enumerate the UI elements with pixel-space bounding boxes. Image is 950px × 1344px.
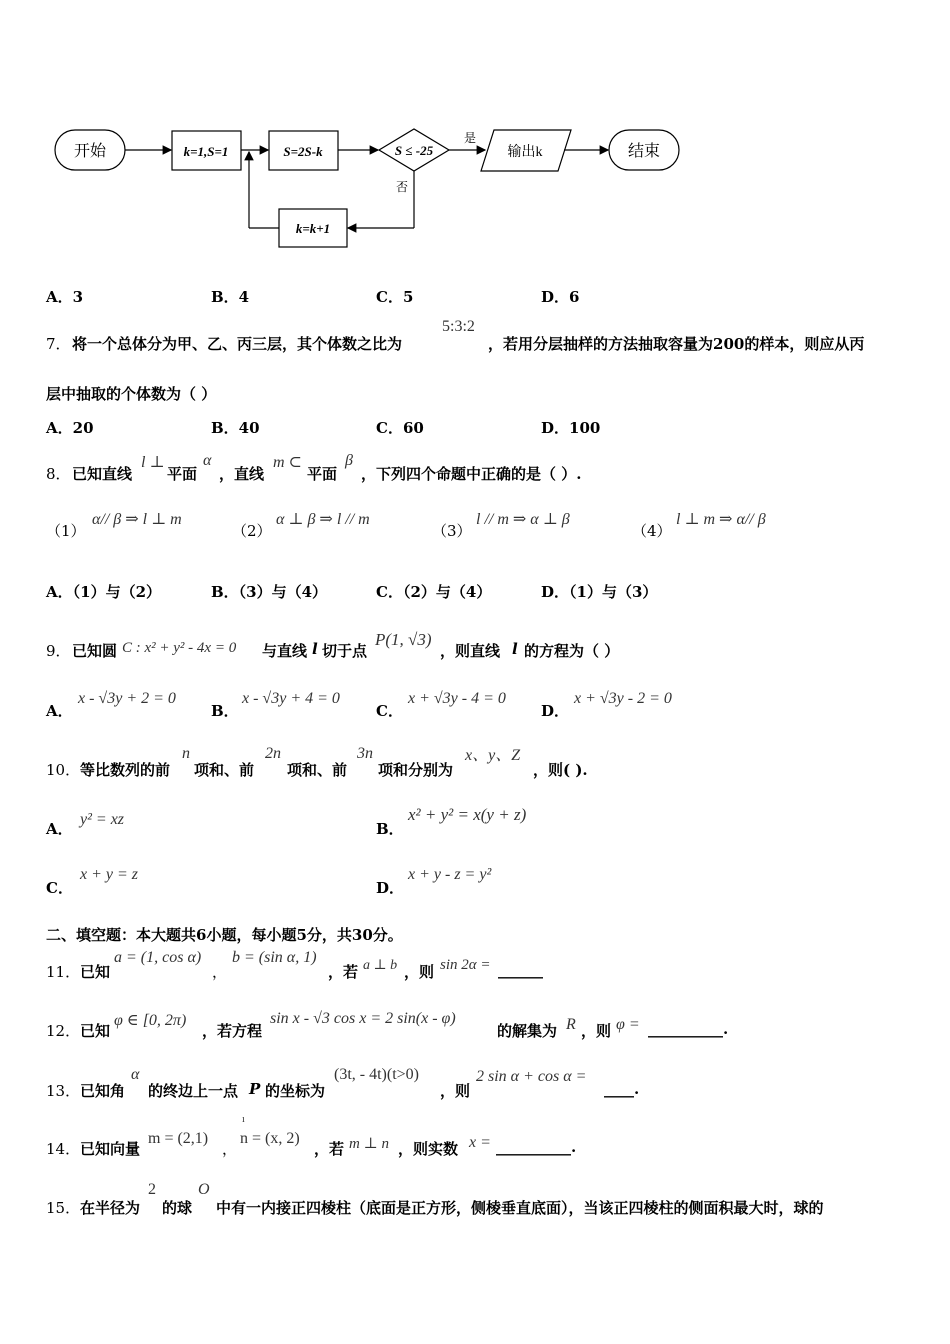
q10-t3: 项和、前 [287, 761, 348, 779]
condition-label: S ≤ -25 [394, 143, 434, 158]
q13-coord: (3t, - 4t)(t>0) [334, 1066, 419, 1083]
q13-t1: 已知角 [80, 1082, 126, 1100]
q14-perp: m ⊥ n [349, 1136, 389, 1152]
q8-option-c: C．（2）与（4） [376, 583, 492, 601]
q13-t3: 的坐标为 [265, 1082, 326, 1100]
q12-t2: ，若方程 [202, 1022, 263, 1040]
q10-t2: 项和、前 [194, 761, 255, 779]
q7-text-a: 将一个总体分为甲、乙、丙三层，其个体数之比为 [72, 335, 403, 353]
q11-blank[interactable]: ______ [498, 961, 543, 979]
q6-option-c: C．5 [376, 288, 414, 306]
q9-t3: 切于点 [322, 642, 368, 660]
q7-text-b: ，若用分层抽样的方法抽取容量为200的样本，则应从丙 [488, 335, 865, 353]
q13-blank[interactable]: ____. [604, 1080, 640, 1098]
q14-x: x = [469, 1134, 491, 1151]
q10-option-b-expr: x² + y² = x(y + z) [408, 805, 527, 824]
q13-P: P [249, 1080, 261, 1098]
q8-t5: ，下列四个命题中正确的是（ ）. [361, 465, 582, 483]
q14-n: n = (x, 2) [240, 1130, 300, 1147]
q9-option-a-expr: x - √3y + 2 = 0 [78, 690, 176, 707]
q11-a: a = (1, cos α) [114, 949, 202, 966]
flowchart [0, 115, 950, 255]
q14-m: m = (2,1) [148, 1130, 209, 1147]
q9-option-d-letter: D． [541, 702, 570, 720]
q11-comma: ， [212, 963, 228, 981]
section2-title: 二、填空题：本大题共6小题，每小题5分，共30分。 [46, 926, 403, 944]
q13-t4: ，则 [440, 1082, 471, 1100]
q10-option-a-letter: A． [46, 820, 73, 838]
q8-m4: β [345, 452, 353, 469]
q12-number: 12． [46, 1022, 81, 1040]
q8-t2: 平面 [167, 465, 198, 483]
q13-t2: 的终边上一点 [148, 1082, 239, 1100]
q9-t4: ，则直线 [440, 642, 501, 660]
q8-m3: m ⊂ [273, 454, 302, 471]
q12-phi-eq: φ = [616, 1016, 640, 1033]
q8-option-d: D．（1）与（3） [541, 583, 658, 601]
q12-t3: 的解集为 [497, 1022, 558, 1040]
q11-t1: 已知 [80, 963, 111, 981]
q8-prop2-label: （2） [232, 522, 272, 540]
q13-number: 13． [46, 1082, 81, 1100]
q15-t1: 在半径为 [80, 1199, 141, 1217]
q12-blank[interactable]: __________. [648, 1020, 729, 1038]
yes-label: 是 [463, 131, 477, 145]
q11-t2: ，若 [328, 963, 359, 981]
q10-xyz: x、y、Z [465, 747, 521, 764]
q10-option-c-letter: C． [46, 879, 73, 897]
q9-point: P(1, √3) [375, 630, 432, 649]
q15-t2: 的球 [162, 1199, 193, 1217]
q13-alpha: α [131, 1066, 140, 1083]
q9-t2: 与直线 [262, 642, 308, 660]
q10-t1: 等比数列的前 [80, 761, 171, 779]
q9-option-c-letter: C． [376, 702, 403, 720]
q8-option-a: A．（1）与（2） [46, 583, 162, 601]
q10-option-a-expr: y² = xz [80, 811, 125, 828]
q10-t4: 项和分别为 [378, 761, 454, 779]
q8-t1: 已知直线 [72, 465, 133, 483]
q12-phi: φ ∈ [0, 2π) [114, 1012, 187, 1029]
q14-comma: ， [222, 1140, 238, 1158]
q11-number: 11． [46, 963, 81, 981]
update-label: S=2S-k [283, 144, 323, 159]
q15-r: 2 [148, 1181, 156, 1198]
end-label: 结束 [627, 143, 661, 160]
q10-option-b-letter: B． [376, 820, 404, 838]
output-label: 输出k [507, 145, 543, 160]
q10-option-c-expr: x + y = z [80, 866, 139, 883]
q8-t4: 平面 [307, 465, 338, 483]
q6-option-d: D．6 [541, 288, 580, 306]
q14-t1: 已知向量 [80, 1140, 141, 1158]
q14-t2: ，若 [314, 1140, 345, 1158]
q13-expr: 2 sin α + cos α = [476, 1068, 587, 1085]
no-label: 否 [395, 180, 409, 194]
q8-prop1-expr: α// β ⇒ l ⊥ m [92, 511, 182, 528]
q7-option-b: B．40 [211, 419, 260, 437]
q14-n-arrow: ı [242, 1114, 245, 1125]
q9-option-c-expr: x + √3y - 4 = 0 [408, 690, 506, 707]
q8-option-b: B．（3）与（4） [211, 583, 328, 601]
q8-prop3-label: （3） [432, 522, 472, 540]
q9-option-b-letter: B． [211, 702, 239, 720]
q12-R: R [566, 1016, 576, 1033]
q8-prop4-label: （4） [632, 522, 672, 540]
q10-option-d-expr: x + y - z = y² [408, 866, 492, 883]
q8-prop1-label: （1） [46, 522, 86, 540]
q8-t3: ，直线 [219, 465, 265, 483]
q6-option-b: B．4 [211, 288, 250, 306]
q9-number: 9． [46, 642, 71, 660]
init-label: k=1,S=1 [183, 144, 229, 159]
q10-t5: ，则( ). [533, 761, 588, 779]
q7-option-d: D．100 [541, 419, 601, 437]
q9-option-b-expr: x - √3y + 4 = 0 [242, 690, 340, 707]
q14-t3: ，则实数 [398, 1140, 459, 1158]
q12-eq: sin x - √3 cos x = 2 sin(x - φ) [270, 1010, 456, 1027]
q9-l2: l [512, 640, 518, 658]
q9-t1: 已知圆 [72, 642, 118, 660]
q7-option-c: C．60 [376, 419, 424, 437]
q9-l: l [312, 640, 318, 658]
q15-O: O [198, 1181, 210, 1198]
q7-ratio: 5:3:2 [442, 318, 475, 335]
q8-m1: l ⊥ [141, 454, 165, 471]
q8-prop3-expr: l // m ⇒ α ⊥ β [476, 511, 570, 528]
q11-expr: sin 2α = [440, 957, 491, 973]
q7-option-a: A．20 [46, 419, 94, 437]
q10-n: n [182, 745, 190, 762]
q8-prop4-expr: l ⊥ m ⇒ α// β [676, 511, 766, 528]
q14-number: 14． [46, 1140, 81, 1158]
increment-label: k=k+1 [295, 221, 331, 236]
q6-option-a: A．3 [46, 288, 84, 306]
q7-line2: 层中抽取的个体数为（ ） [46, 385, 217, 403]
q7-number: 7． [46, 335, 71, 353]
q10-number: 10． [46, 761, 81, 779]
q9-t5: 的方程为（ ） [524, 642, 620, 660]
q15-number: 15． [46, 1199, 81, 1217]
q10-n3: 3n [357, 745, 373, 762]
q15-t3: 中有一内接正四棱柱（底面是正方形，侧棱垂直底面），当该正四棱柱的侧面积最大时，球的 [216, 1199, 824, 1217]
q8-m2: α [203, 452, 212, 469]
q10-n2: 2n [265, 745, 281, 762]
q8-number: 8． [46, 465, 71, 483]
q11-t3: ，则 [404, 963, 435, 981]
q9-option-a-letter: A． [46, 702, 73, 720]
q9-option-d-expr: x + √3y - 2 = 0 [574, 690, 672, 707]
q14-blank[interactable]: __________. [496, 1138, 577, 1156]
q9-circle: C : x² + y² - 4x = 0 [122, 640, 237, 656]
q11-perp: a ⊥ b [363, 958, 398, 973]
q11-b: b = (sin α, 1) [232, 949, 317, 966]
q8-prop2-expr: α ⊥ β ⇒ l // m [276, 511, 370, 528]
q12-t4: ，则 [581, 1022, 612, 1040]
q10-option-d-letter: D． [376, 879, 405, 897]
start-label: 开始 [73, 143, 107, 160]
q12-t1: 已知 [80, 1022, 111, 1040]
